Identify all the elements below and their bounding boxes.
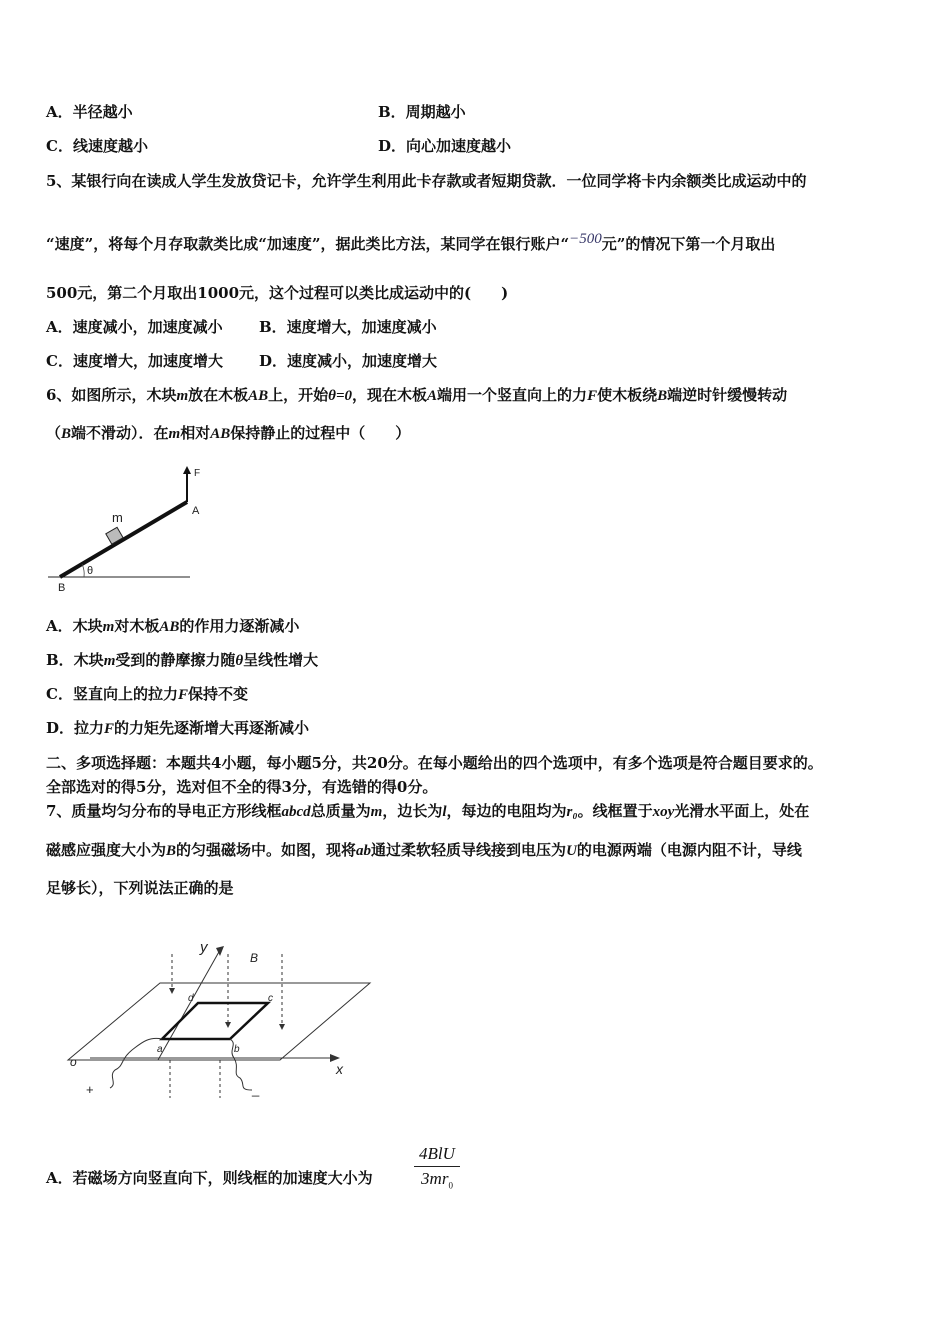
q6-option-c: [46, 684, 248, 705]
text: 端不滑动）．在: [71, 424, 169, 442]
var-f: F: [177, 687, 188, 703]
q5-stem-line3: 500元，第二个月取出1000元，这个过程可以类比成运动中的( ): [46, 284, 509, 302]
text: 6、如图所示，木块: [46, 386, 177, 404]
q4-option-c: C．线速度越小: [46, 137, 148, 155]
var-a: A: [427, 388, 438, 404]
q6-option-a: [46, 616, 299, 637]
denominator-text: 3mr: [421, 1169, 449, 1188]
field-arrow-3: [279, 1024, 285, 1030]
var-m: m: [102, 619, 115, 635]
var-u: U: [566, 843, 577, 859]
text: 的电源两端（电源内阻不计，导线: [576, 841, 802, 859]
q6-stem-line2: [46, 423, 410, 444]
text: ，边长为: [382, 802, 443, 820]
field-arrow-2: [225, 1022, 231, 1028]
label-c: c: [268, 993, 273, 1004]
label-plus: +: [86, 1082, 94, 1097]
q5-stem-line2-rest: 元”的情况下第一个月取出: [601, 235, 776, 253]
label-d: d: [188, 993, 194, 1004]
text: 放在木板: [188, 386, 249, 404]
text: 上，开始: [268, 386, 329, 404]
q7-stem-line1: [46, 801, 809, 822]
var-f: F: [587, 388, 598, 404]
q5-option-a: A．速度减小，加速度减小: [46, 318, 223, 336]
force-f-arrowhead: [183, 466, 191, 474]
q6-option-b: [46, 650, 318, 671]
text: 对木板: [114, 617, 160, 635]
label-a: a: [157, 1044, 163, 1055]
text: 端逆时针缓慢转动: [667, 386, 788, 404]
text: 的匀强磁场中。如图，现将: [176, 841, 357, 859]
text: ，每边的电阻均为: [446, 802, 567, 820]
var-theta: θ=0: [328, 388, 353, 404]
label-f: F: [194, 468, 200, 479]
q7-stem-line2: [46, 840, 802, 861]
q6-inclined-plank-figure: [40, 462, 200, 597]
q6-option-d: [46, 718, 309, 739]
label-a: A: [192, 505, 200, 517]
var-ab: AB: [159, 619, 180, 635]
text: 的作用力逐渐减小: [179, 617, 300, 635]
text: （: [46, 424, 62, 442]
var-f: F: [104, 721, 115, 737]
q6-stem-line1: [46, 385, 787, 406]
var-m: m: [168, 426, 181, 442]
var-abcd: abcd: [281, 804, 311, 820]
q4-option-b: B．周期越小: [378, 103, 466, 121]
label-x: x: [336, 1061, 343, 1077]
text: 光滑水平面上，处在: [674, 802, 810, 820]
field-arrow-1: [169, 988, 175, 994]
text: 。线框置于: [577, 802, 653, 820]
var-m: m: [176, 388, 189, 404]
label-minus: _: [252, 1082, 260, 1097]
plank-ab: [60, 502, 187, 577]
q5-negative-balance: −500: [569, 231, 602, 247]
text: 7、质量均匀分布的导电正方形线框: [46, 802, 282, 820]
var-b: B: [166, 843, 177, 859]
text: 使木板绕: [597, 386, 658, 404]
text: 端用一个竖直向上的力: [437, 386, 588, 404]
label-theta: θ: [87, 565, 94, 577]
label-y: y: [200, 939, 208, 956]
q7-square-frame-figure: [60, 928, 390, 1108]
q5-option-d: D．速度减小，加速度增大: [259, 352, 438, 370]
text: 相对: [180, 424, 211, 442]
q4-option-a: A．半径越小: [46, 103, 133, 121]
text: 总质量为: [310, 802, 371, 820]
q7-stem-line3: 足够长），下列说法正确的是: [46, 879, 234, 897]
var-xoy: xoy: [652, 804, 675, 820]
var-theta: θ: [235, 653, 244, 669]
text: ，现在木板: [352, 386, 428, 404]
var-m: m: [103, 653, 116, 669]
label-b: b: [234, 1044, 240, 1055]
text: 保持不变: [187, 685, 248, 703]
fraction-denominator: [414, 1167, 460, 1190]
wire-a: [110, 1038, 162, 1088]
var-b: B: [657, 388, 668, 404]
q5-stem-line2-text: “速度”，将每个月存取款类比成“加速度”，据此类比方法，某同学在银行账户“: [46, 235, 570, 253]
var-r0: r₀: [566, 804, 578, 820]
square-frame-abcd: [162, 1003, 268, 1039]
fraction-numerator: 4BlU: [414, 1144, 460, 1167]
q5-option-c: C．速度增大，加速度增大: [46, 352, 223, 370]
text: 呈线性增大: [243, 651, 319, 669]
q4-option-d: D．向心加速度越小: [378, 137, 512, 155]
text: 保持静止的过程中（ ）: [230, 424, 411, 442]
q5-stem-line1: 5、某银行向在读成人学生发放贷记卡，允许学生利用此卡存款或者短期贷款．一位同学将卡内余额类比成运动中的: [46, 172, 807, 190]
var-ab: AB: [248, 388, 269, 404]
label-field-b: B: [250, 951, 259, 965]
y-axis: [158, 950, 220, 1060]
label-o: o: [70, 1055, 77, 1069]
text: 通过柔软轻质导线接到电压为: [371, 841, 567, 859]
label-m: m: [112, 510, 123, 525]
text: C．竖直向上的拉力: [46, 685, 178, 703]
text: D．拉力: [46, 719, 105, 737]
horizontal-plane: [68, 983, 370, 1060]
var-ab: ab: [356, 843, 372, 859]
var-b: B: [61, 426, 72, 442]
section2-heading-line1: 二、多项选择题：本题共4小题，每小题5分，共20分。在每小题给出的四个选项中，有多个选项是符合题目要求的。: [46, 754, 823, 772]
var-l: l: [442, 804, 447, 820]
var-m: m: [370, 804, 383, 820]
text: 的力矩先逐渐增大再逐渐减小: [114, 719, 310, 737]
section2-heading-line2: 全部选对的得5分，选对但不全的得3分，有选错的得0分。: [46, 778, 438, 796]
text: B．木块: [46, 651, 104, 669]
q5-stem-line2: [46, 231, 776, 255]
label-b: B: [58, 582, 66, 594]
text: A．木块: [46, 617, 103, 635]
q7-option-a: A．若磁场方向竖直向下，则线框的加速度大小为: [46, 1169, 373, 1187]
q5-option-b: B．速度增大，加速度减小: [259, 318, 437, 336]
text: 磁感应强度大小为: [46, 841, 167, 859]
var-ab: AB: [210, 426, 231, 442]
denominator-subscript: 0: [448, 1180, 453, 1191]
q7-option-a-fraction: [414, 1144, 460, 1190]
text: 受到的静摩擦力随: [115, 651, 236, 669]
